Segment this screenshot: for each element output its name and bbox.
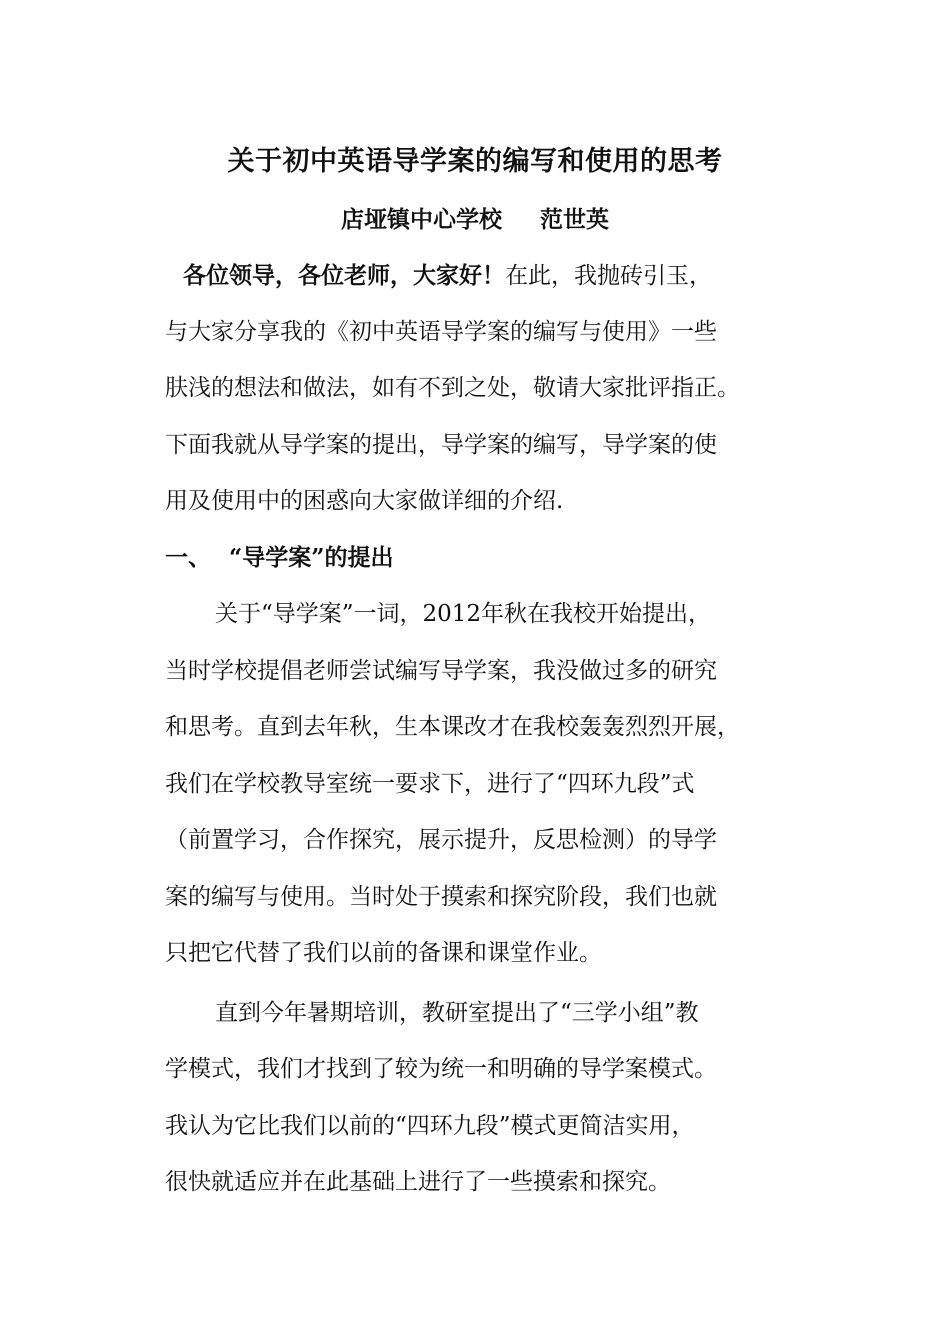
school-name: 店垭镇中心学校 — [341, 206, 502, 233]
intro-line-4: 下面我就从导学案的提出，导学案的编写，导学案的使 — [165, 432, 717, 458]
intro-line-3: 肤浅的想法和做法，如有不到之处，敬请大家批评指正。 — [165, 375, 740, 401]
intro-line-1-rest: 在此，我抛砖引玉， — [505, 263, 712, 289]
para1-line-7: 只把它代替了我们以前的备课和课堂作业。 — [165, 940, 602, 966]
para1-line-6: 案的编写与使用。当时处于摸索和探究阶段，我们也就 — [165, 884, 717, 910]
para1-line-1: 关于“导学案”一词，2012年秋在我校开始提出， — [215, 601, 712, 627]
para1-line-3: 和思考。直到去年秋，生本课改才在我校轰轰烈烈开展， — [165, 714, 740, 740]
intro-line-1 — [183, 258, 712, 294]
para2-line-3: 我认为它比我们以前的“四环九段”模式更简洁实用， — [165, 1113, 695, 1139]
para2-line-2: 学模式，我们才找到了较为统一和明确的导学案模式。 — [165, 1056, 717, 1082]
para1-line-5: （前置学习，合作探究，展示提升，反思检测）的导学 — [165, 827, 717, 853]
para1-line-4: 我们在学校教导室统一要求下，进行了“四环九段”式 — [165, 771, 695, 797]
section-heading — [165, 540, 393, 576]
author-name: 范世英 — [540, 206, 609, 233]
document-title: 关于初中英语导学案的编写和使用的思考 — [227, 146, 723, 177]
para1-line-2: 当时学校提倡老师尝试编写导学案，我没做过多的研究 — [165, 658, 717, 684]
section-number: 一、 — [165, 544, 211, 571]
intro-line-5: 用及使用中的困惑向大家做详细的介绍. — [165, 488, 564, 514]
greeting: 各位领导，各位老师，大家好！ — [183, 262, 505, 289]
para2-line-1: 直到今年暑期培训，教研室提出了“三学小组”教 — [215, 1000, 699, 1026]
byline — [0, 202, 950, 238]
para2-line-4: 很快就适应并在此基础上进行了一些摸索和探究。 — [165, 1169, 671, 1195]
intro-line-2: 与大家分享我的《初中英语导学案的编写与使用》一些 — [165, 319, 717, 345]
section-title: “导学案”的提出 — [229, 544, 394, 571]
